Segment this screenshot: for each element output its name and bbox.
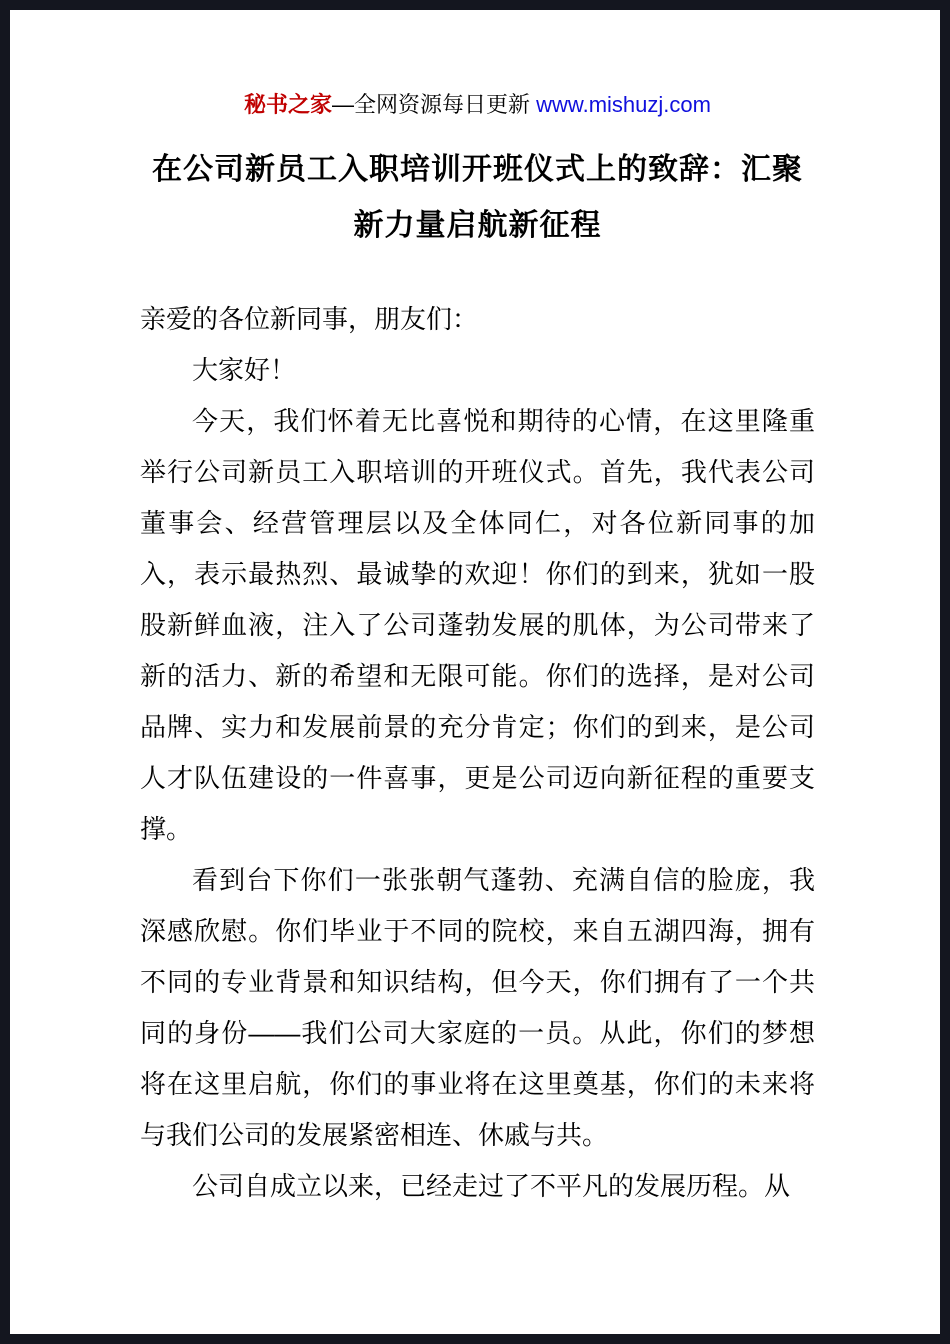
paragraph-greeting: 大家好！	[192, 355, 297, 385]
site-tagline: —全网资源每日更新	[332, 92, 537, 117]
document-body	[140, 294, 815, 1212]
document-title: 在公司新员工入职培训开班仪式上的致辞：汇聚新力量启航新征程	[152, 153, 803, 242]
paragraph-welcome: 今天，我们怀着无比喜悦和期待的心情，在这里隆重举行公司新员工入职培训的开班仪式。首先，我代表公司董事会、经营管理层以及全体同仁，对各位新同事的加入，表示最热烈、最诚挚的欢迎！你们的到来，犹如一股股新鲜血液，注入了公司蓬勃发展的肌体，为公司带来了新的活力、新的希望和无限可能。你们的选择，是对公司品牌、实力和发展前景的充分肯定；你们的到来，是公司人才队伍建设的一件喜事，更是公司迈向新征程的重要支撑。	[140, 406, 815, 844]
paragraph-salutation: 亲爱的各位新同事，朋友们：	[140, 304, 479, 334]
site-brand: 秘书之家	[244, 92, 333, 117]
paragraph-company-history: 公司自成立以来，已经走过了不平凡的发展历程。从	[192, 1171, 791, 1201]
site-url-link[interactable]: www.mishuzj.com	[536, 92, 711, 117]
document-page	[10, 10, 940, 1334]
paragraph-new-members: 看到台下你们一张张朝气蓬勃、充满自信的脸庞，我深感欣慰。你们毕业于不同的院校，来自五湖四海，拥有不同的专业背景和知识结构，但今天，你们拥有了一个共同的身份——我们公司大家庭的一员。从此，你们的梦想将在这里启航，你们的事业将在这里奠基，你们的未来将与我们公司的发展紧密相连、休戚与共。	[140, 865, 815, 1150]
site-header	[140, 90, 815, 120]
